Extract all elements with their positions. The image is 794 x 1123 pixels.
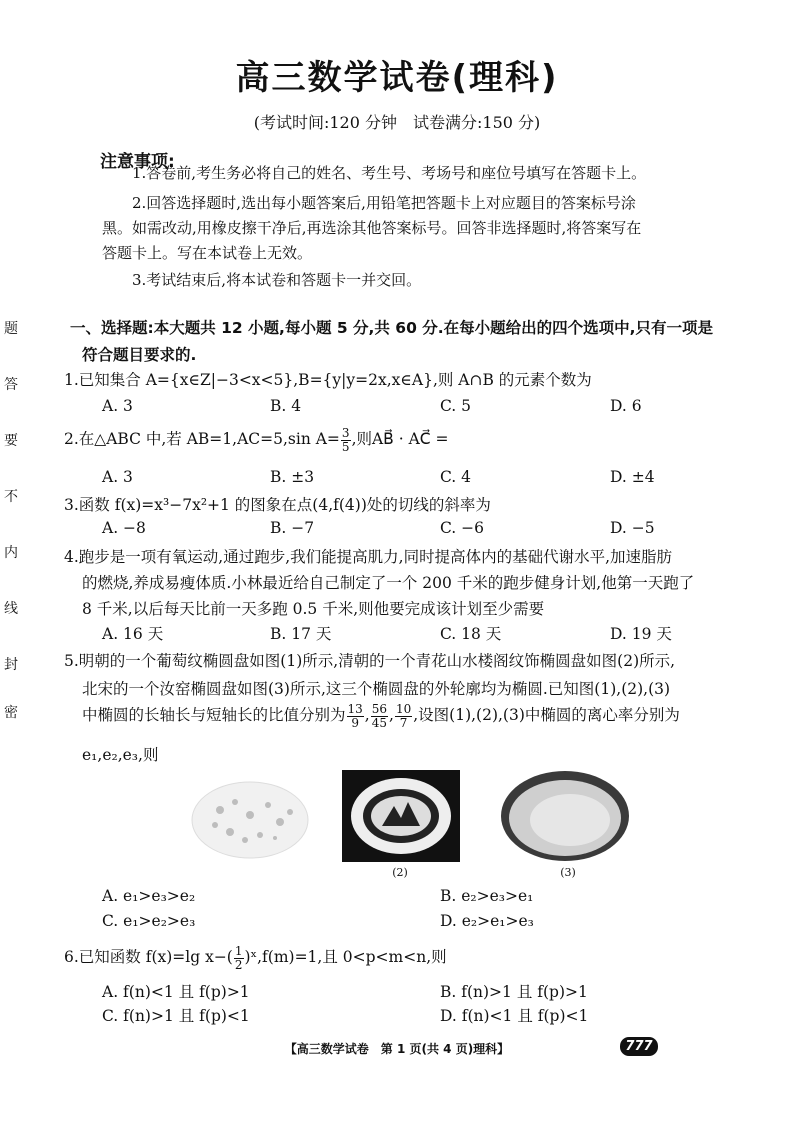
note-line: 1.答卷前,考生务必将自己的姓名、考生号、考场号和座位号填写在答题卡上。 — [132, 164, 647, 182]
q5-option: A. e₁>e₃>e₂ — [102, 887, 196, 905]
page-footer: 【高三数学试卷 第 1 页(共 4 页)理科】 — [284, 1042, 510, 1056]
question-4-line: 8 千米,以后每天比前一天多跑 0.5 千米,则他要完成该计划至少需要 — [82, 600, 545, 618]
q4-option: A. 16 天 — [102, 625, 164, 643]
notes-heading: 注意事项: — [100, 152, 175, 172]
sidebar-char: 密 — [4, 705, 18, 721]
figure-caption: (3) — [560, 866, 576, 879]
note-line: 答题卡上。写在本试卷上无效。 — [102, 244, 313, 262]
page-code-badge: 777 — [620, 1037, 658, 1056]
question-4-line: 4.跑步是一项有氧运动,通过跑步,我们能提高肌力,同时提高体内的基础代谢水平,加速脂肪 — [64, 548, 672, 566]
question-3-stem: 3.函数 f(x)=x³−7x²+1 的图象在点(4,f(4))处的切线的斜率为 — [64, 496, 491, 514]
sidebar-char: 题 — [4, 321, 18, 337]
q5-option: B. e₂>e₃>e₁ — [440, 887, 534, 905]
q1-option: B. 4 — [270, 397, 302, 415]
sidebar-char: 要 — [4, 433, 18, 449]
q2-option: B. ±3 — [270, 468, 315, 486]
question-2-stem: 2.在△ABC 中,若 AB=1,AC=5,sin A= $\frac{3}{5}$ ,则AB⃗ · AC⃗ = — [64, 425, 449, 454]
sidebar-char: 内 — [4, 545, 18, 561]
plate-3-image — [498, 768, 632, 864]
q6-option: C. f(n)>1 且 f(p)<1 — [102, 1007, 250, 1025]
exam-title: 高三数学试卷(理科) — [235, 58, 559, 98]
note-line: 2.回答选择题时,选出每小题答案后,用铅笔把答题卡上对应题目的答案标号涂 — [132, 194, 636, 212]
sidebar-char: 封 — [4, 657, 18, 673]
q4-option: D. 19 天 — [610, 625, 672, 643]
note-line: 黑。如需改动,用橡皮擦干净后,再选涂其他答案标号。回答非选择题时,将答案写在 — [102, 219, 642, 237]
question-5-line: 中椭圆的长轴长与短轴长的比值分别为 $\frac{13}{9}$ , $\frac{56}{45}$ , $\frac{10}{7}$ ,设图(1),(2),(3)中椭圆的离心率分别为 — [82, 701, 680, 730]
q2-option: D. ±4 — [610, 468, 655, 486]
q3-option: A. −8 — [102, 519, 146, 537]
question-5-line: e₁,e₂,e₃,则 — [82, 746, 159, 764]
sidebar-char: 线 — [4, 601, 18, 617]
q4-option: B. 17 天 — [270, 625, 332, 643]
section-heading: 一、选择题:本大题共 12 小题,每小题 5 分,共 60 分.在每小题给出的四个选项中,只有一项是 符合题目要求的. — [70, 319, 714, 364]
fraction: $\frac{1}{2}$ — [234, 943, 243, 972]
exam-subtitle: (考试时间:120 分钟 试卷满分:150 分) — [253, 113, 541, 132]
q1-option: A. 3 — [102, 397, 133, 415]
note-line: 3.考试结束后,将本试卷和答题卡一并交回。 — [132, 271, 422, 289]
q5-option: D. e₂>e₁>e₃ — [440, 912, 534, 930]
q3-option: C. −6 — [440, 519, 485, 537]
q1-option: D. 6 — [610, 397, 642, 415]
q6-option: B. f(n)>1 且 f(p)>1 — [440, 983, 588, 1001]
figure-caption: (2) — [392, 866, 408, 879]
fraction: $\frac{10}{7}$ — [395, 701, 412, 730]
fraction: $\frac{56}{45}$ — [371, 701, 388, 730]
question-6-stem: 6.已知函数 f(x)=lg x−( $\frac{1}{2}$ )ˣ,f(m)=1,且 0<p<m<n,则 — [64, 943, 447, 972]
q4-option: C. 18 天 — [440, 625, 502, 643]
fraction: $\frac{13}{9}$ — [347, 701, 363, 730]
fraction: $\frac{3}{5}$ — [341, 425, 350, 454]
q6-option: A. f(n)<1 且 f(p)>1 — [102, 983, 250, 1001]
q3-option: B. −7 — [270, 519, 315, 537]
question-5-line: 5.明朝的一个葡萄纹椭圆盘如图(1)所示,清朝的一个青花山水楼阁纹饰椭圆盘如图(2)所示, — [64, 652, 676, 670]
question-4-line: 的燃烧,养成易瘦体质.小林最近给自己制定了一个 200 千米的跑步健身计划,他第一天跑了 — [82, 574, 695, 592]
q3-option: D. −5 — [610, 519, 655, 537]
sidebar-char: 答 — [4, 377, 18, 393]
plate-1-image — [190, 780, 310, 860]
q6-option: D. f(n)<1 且 f(p)<1 — [440, 1007, 589, 1025]
q2-option: A. 3 — [102, 468, 133, 486]
sidebar-char: 不 — [4, 489, 18, 505]
q5-option: C. e₁>e₂>e₃ — [102, 912, 196, 930]
q2-option: C. 4 — [440, 468, 472, 486]
q1-option: C. 5 — [440, 397, 472, 415]
question-1-stem: 1.已知集合 A={x∈Z|−3<x<5},B={y|y=2x,x∈A},则 A∩B 的元素个数为 — [64, 371, 592, 389]
plate-2-image — [342, 770, 460, 862]
question-5-line: 北宋的一个汝窑椭圆盘如图(3)所示,这三个椭圆盘的外轮廓均为椭圆.已知图(1),(2),(3) — [82, 680, 671, 698]
